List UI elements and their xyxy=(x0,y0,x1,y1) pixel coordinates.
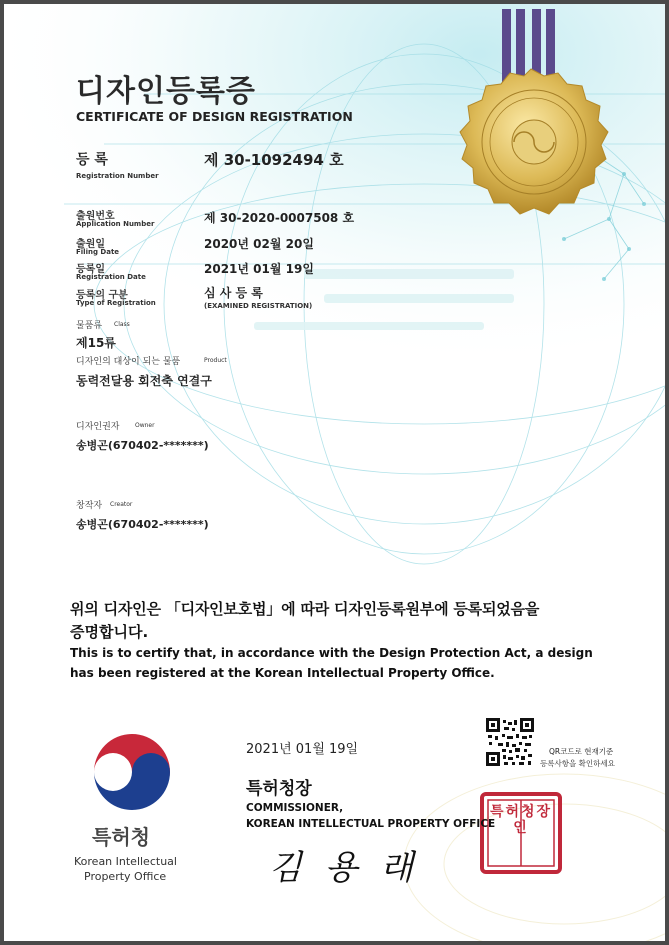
owner-label: 디자인권자 xyxy=(76,422,120,432)
qr-caption-line-2: 등록사항을 확인하세요 xyxy=(540,759,615,768)
registration-date-label: 등록일 xyxy=(76,264,105,275)
creator-value: 송병곤(670402-*******) xyxy=(76,518,209,531)
certificate-title: 디자인등록증 xyxy=(76,74,256,109)
product-label-english: Product xyxy=(204,357,227,364)
registration-date: 2021년 01월 19일 xyxy=(204,262,314,276)
product-value: 동력전달용 회전축 연결구 xyxy=(76,374,212,388)
application-number: 제 30-2020-0007508 호 xyxy=(204,211,355,225)
commissioner-title: 특허청장 xyxy=(246,779,312,799)
commissioner-signature: 김 용 래 xyxy=(269,848,420,888)
issue-date: 2021년 01월 19일 xyxy=(246,742,359,757)
owner-value: 송병곤(670402-*******) xyxy=(76,439,209,452)
certification-english-line-1: This is to certify that, in accordance with the Design Protection Act, a design xyxy=(70,646,593,660)
qr-caption-line-1: QR코드로 현재기준 xyxy=(549,747,614,756)
filing-date: 2020년 02월 20일 xyxy=(204,237,314,251)
registration-type: 심 사 등 록 xyxy=(204,286,263,300)
certification-korean-line-1: 위의 디자인은 「디자인보호법」에 따라 디자인등록원부에 등록되었음을 xyxy=(70,600,540,618)
filing-date-label-english: Filing Date xyxy=(76,248,120,256)
application-label: 출원번호 xyxy=(76,211,115,222)
qr-code-icon xyxy=(486,718,534,766)
registration-date-label-english: Registration Date xyxy=(76,273,146,281)
commissioner-title-english-line-2: KOREAN INTELLECTUAL PROPERTY OFFICE xyxy=(246,818,496,830)
stamp-text: 특허청장인 xyxy=(489,804,553,836)
class-value: 제15류 xyxy=(76,336,116,350)
office-logo-english-line-1: Korean Intellectual xyxy=(74,855,177,868)
filing-date-label: 출원일 xyxy=(76,239,105,250)
kipo-logo-icon xyxy=(94,734,170,810)
registration-label: 등 록 xyxy=(76,152,108,168)
registration-type-label: 등록의 구분 xyxy=(76,290,128,301)
creator-label-english: Creator xyxy=(110,501,133,508)
owner-label-english: Owner xyxy=(135,422,155,429)
certificate-title-english: CERTIFICATE OF DESIGN REGISTRATION xyxy=(76,109,353,124)
background-watermark xyxy=(4,4,665,941)
registration-number: 제 30-1092494 호 xyxy=(204,151,344,169)
class-label: 물품류 xyxy=(76,321,103,331)
registration-type-english: (EXAMINED REGISTRATION) xyxy=(204,302,313,310)
certification-english-line-2: has been registered at the Korean Intellectual Property Office. xyxy=(70,666,495,680)
commissioner-title-english-line-1: COMMISSIONER, xyxy=(246,802,344,814)
registration-label-english: Registration Number xyxy=(76,172,159,180)
class-label-english: Class xyxy=(114,321,130,328)
product-label: 디자인의 대상이 되는 물품 xyxy=(76,357,181,367)
registration-type-label-english: Type of Registration xyxy=(76,299,156,307)
office-logo-korean: 특허청 xyxy=(92,825,150,849)
office-logo-english-line-2: Property Office xyxy=(84,870,167,883)
certificate-page xyxy=(4,4,665,941)
certification-korean-line-2: 증명합니다. xyxy=(70,623,149,641)
creator-label: 창작자 xyxy=(76,501,103,511)
application-label-english: Application Number xyxy=(76,220,155,228)
